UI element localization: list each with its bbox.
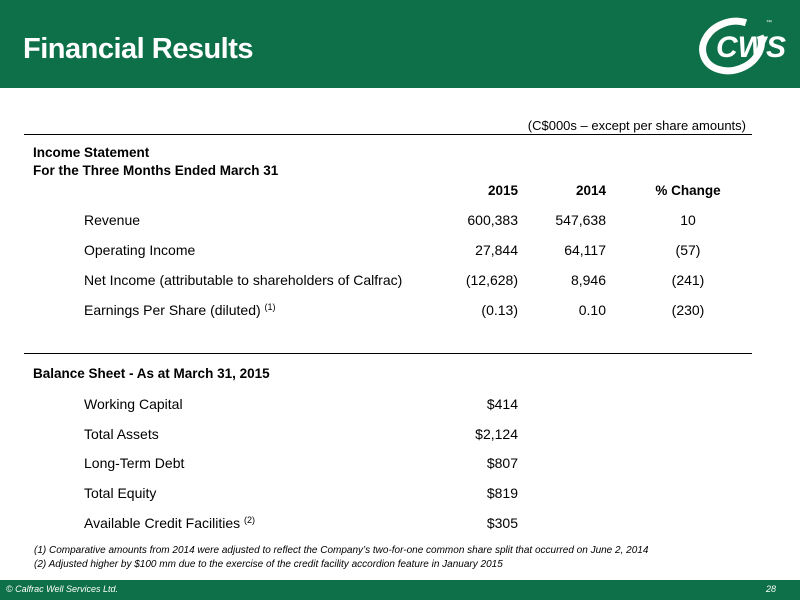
value-change: (57)	[675, 242, 701, 258]
row-label: Total Equity	[84, 485, 157, 501]
value-change: (241)	[671, 272, 705, 288]
row-label: Net Income (attributable to shareholders of Calfrac)	[84, 272, 403, 288]
row-label: Working Capital	[84, 396, 183, 412]
slide-title: Financial Results	[23, 33, 254, 65]
value-2014: 0.10	[578, 302, 606, 318]
footnote-ref: (2)	[244, 515, 256, 525]
value-2014: 64,117	[564, 242, 606, 258]
value-2014: 8,946	[570, 272, 606, 288]
balance-value: $414	[486, 396, 518, 412]
cws-logo	[694, 12, 786, 76]
value-2015: 27,844	[475, 242, 518, 258]
footnote-ref: (1)	[264, 302, 276, 312]
income-top-rule	[24, 134, 752, 135]
income-heading: Income Statement	[33, 145, 150, 160]
footnote-1: (1) Comparative amounts from 2014 were adjusted to reflect the Company’s two-for-one common share split that occurred on June 2, 2014	[34, 545, 649, 556]
value-change: (230)	[671, 302, 705, 318]
value-2014: 547,638	[555, 212, 606, 228]
copyright: © Calfrac Well Services Ltd.	[6, 584, 118, 594]
slide-header	[0, 0, 800, 88]
col-2014: 2014	[575, 183, 606, 198]
row-label: Operating Income	[84, 242, 196, 258]
trademark-mark: ™	[766, 20, 772, 26]
balance-value: $807	[486, 455, 518, 471]
balance-heading: Balance Sheet - As at March 31, 2015	[33, 366, 270, 381]
value-2015: (0.13)	[481, 302, 518, 318]
value-2015: 600,383	[467, 212, 518, 228]
row-label: Available Credit Facilities	[84, 515, 241, 531]
footnote-2: (2) Adjusted higher by $100 mm due to the exercise of the credit facility accordion feature in January 2015	[34, 559, 503, 570]
value-change: 10	[680, 212, 696, 228]
page-number: 28	[765, 584, 776, 594]
footnotes	[34, 544, 648, 572]
col-2015: 2015	[487, 183, 518, 198]
units-note: (C$000s – except per share amounts)	[527, 118, 746, 133]
header-divider	[0, 88, 800, 91]
row-label: Long-Term Debt	[84, 455, 185, 471]
balance-value: $819	[486, 485, 518, 501]
row-label: Earnings Per Share (diluted)	[84, 302, 261, 318]
balance-value: $305	[486, 515, 518, 531]
slide-footer	[0, 580, 800, 600]
value-2015: (12,628)	[465, 272, 518, 288]
income-period: For the Three Months Ended March 31	[33, 163, 279, 178]
balance-value: $2,124	[475, 426, 518, 442]
logo-text: CWS	[716, 31, 786, 64]
balance-top-rule	[24, 353, 752, 354]
row-label: Total Assets	[84, 426, 159, 442]
row-label: Revenue	[84, 212, 141, 228]
col-change: % Change	[655, 183, 721, 198]
